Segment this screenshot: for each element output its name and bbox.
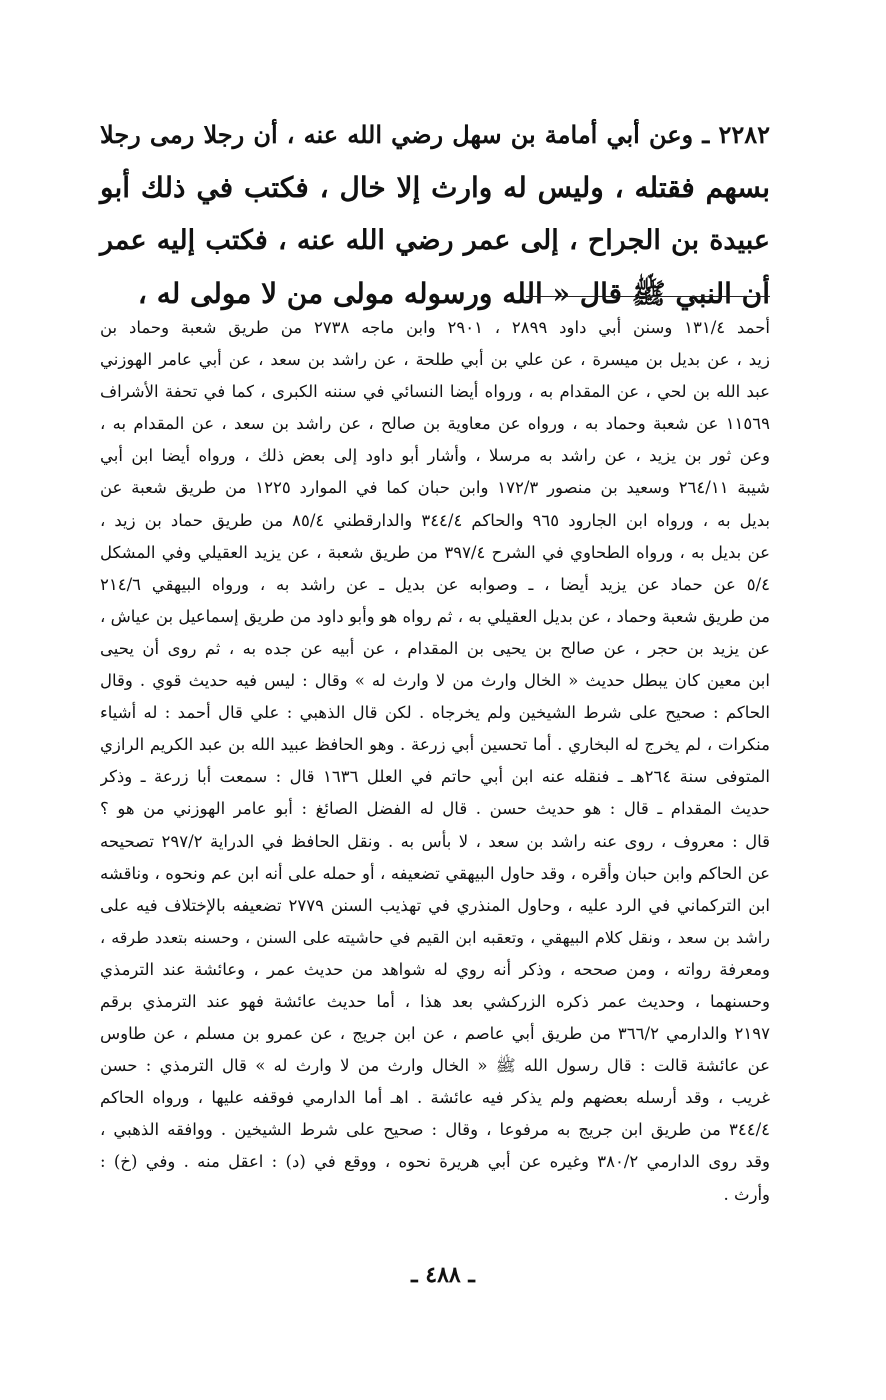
main-text-line: أن النبي ﷺ قال « الله ورسوله مولى من لا مولى له ، (137, 277, 770, 310)
footnote-line: ٢١٩٧ والدارمي ٣٦٦/٢ من طريق أبي عاصم ، عن ابن جريج ، عن عمرو بن مسلم ، عن طاوس (100, 1024, 770, 1044)
main-text-line: ٢٢٨٢ ـ وعن أبي أمامة بن سهل رضي الله عنه ، أن رجلا رمى رجلا (100, 120, 770, 149)
footnote-line: شيبة ٢٦٤/١١ وسعيد بن منصور ١٧٢/٣ وابن حبان كما في الموارد ١٢٢٥ من طريق شعبة عن (100, 478, 770, 498)
footnote-separator (526, 296, 770, 297)
footnote-line: عن يزيد بن حجر ، عن صالح بن يحيى بن المقدام ، عن أبيه عن جده به ، ثم روى أن يحيى (100, 638, 770, 658)
footnote-line: ١١٥٦٩ عن شعبة وحماد به ، ورواه عن معاوية بن صالح ، عن راشد بن سعد ، عن المقدام به ، (100, 414, 770, 434)
footnote-line: ابن التركماني في الرد عليه ، وحاول المنذري في تهذيب السنن ٢٧٧٩ تضعيفه بالإختلاف فيه على (100, 895, 770, 915)
footnote-line: منكرات ، لم يخرج له البخاري . أما تحسين أبي زرعة . وهو الحافظ عبيد الله بن عبد الكريم الرازي (100, 735, 770, 755)
main-hadith-text (100, 108, 770, 320)
footnote-line: عن بديل به ، ورواه الطحاوي في الشرح ٣٩٧/٤ من طريق شعبة ، عن يزيد العقيلي وفي المشكل (100, 542, 770, 562)
footnote-line: وأرث . (723, 1184, 770, 1204)
footnote-line: غريب ، وقد أرسله بعضهم ولم يذكر فيه عائشة . اهـ أما الدارمي فوقفه عليها ، ورواه الحاكم (100, 1088, 770, 1108)
main-text-line: بسهم فقتله ، وليس له وارث إلا خال ، فكتب في ذلك أبو (100, 171, 770, 204)
footnote-line: عن الحاكم وابن حبان وأقره ، وقد حاول البيهقي تضعيفه ، أو حمله على أنه ابن عم ونحوه ، وناقشه (100, 863, 770, 883)
footnote-line: راشد بن سعد ، ونقل كلام البيهقي ، وتعقبه ابن القيم في حاشيته على السنن ، وحسنه بتعدد طرقه ، (100, 927, 770, 947)
footnote-block (100, 312, 770, 1211)
footnote-line: ابن معين كان يبطل حديث « الخال وارث من لا وارث له » وقال : ليس فيه حديث قوي . وقال (100, 671, 770, 691)
footnote-line: ومعرفة رواته ، ومن صححه ، وذكر أنه روي له شواهد من حديث عمر ، وعائشة عند الترمذي (100, 959, 770, 979)
footnote-line: وحسنهما ، وحديث عمر ذكره الزركشي بعد هذا ، أما حديث عائشة فهو عند الترمذي برقم (100, 991, 770, 1011)
footnote-line: وقد روى الدارمي ٣٨٠/٢ وغيره عن أبي هريرة نحوه ، ووقع في (د) : اعقل منه . وفي (خ) : (100, 1152, 770, 1172)
footnote-line: زيد ، عن بديل بن ميسرة ، عن علي بن أبي طلحة ، عن راشد بن سعد ، عن أبي عامر الهوزني (100, 350, 770, 370)
footnote-line: عبد الله بن لحي ، عن المقدام به ، ورواه أيضا النسائي في سننه الكبرى ، كما في تحفة الأشراف (100, 382, 770, 402)
footnote-line: عن عائشة قالت : قال رسول الله ﷺ « الخال وارث من لا وارث له » قال الترمذي : حسن (100, 1056, 770, 1076)
footnote-line: ٥/٤ عن حماد عن يزيد أيضا ، ـ وصوابه عن بديل ـ عن راشد به ، ورواه البيهقي ٢١٤/٦ (100, 574, 770, 594)
footnote-line: المتوفى سنة ٢٦٤هـ ـ فنقله عنه ابن أبي حاتم في العلل ١٦٣٦ قال : سمعت أبا زرعة ـ وذكر (100, 767, 770, 787)
footnote-line: بديل به ، ورواه ابن الجارود ٩٦٥ والحاكم ٣٤٤/٤ والدارقطني ٨٥/٤ من طريق حماد بن زيد ، (100, 510, 770, 530)
footnote-line: ٣٤٤/٤ من طريق ابن جريج به مرفوعا ، وقال : صحيح على شرط الشيخين . ووافقه الذهبي ، (100, 1120, 770, 1140)
footnote-line: الحاكم : صحيح على شرط الشيخين ولم يخرجاه . لكن قال الذهبي : علي قال أحمد : له أشياء (100, 703, 770, 723)
footnote-line: من طريق شعبة وحماد ، عن بديل العقيلي به ، ثم رواه هو وأبو داود من طريق إسماعيل بن عياش ، (100, 606, 770, 626)
main-text-line: عبيدة بن الجراح ، إلى عمر رضي الله عنه ، فكتب إليه عمر (100, 225, 770, 256)
footnote-line: وعن ثور بن يزيد ، عن راشد به مرسلا ، وأشار أبو داود إلى بعض ذلك ، ورواه أيضا ابن أبي (100, 446, 770, 466)
page-number: ـ ٤٨٨ ـ (411, 1262, 475, 1288)
footnote-line: قال : معروف ، روى عنه راشد بن سعد ، لا بأس به . ونقل الحافظ في الدراية ٢٩٧/٢ تصحيحه (100, 831, 770, 851)
footnote-line: حديث المقدام ـ قال : هو حديث حسن . قال له الفضل الصائغ : أبو عامر الهوزني من هو ؟ (100, 799, 770, 819)
footnote-line: أحمد ١٣١/٤ وسنن أبي داود ٢٨٩٩ ، ٢٩٠١ وابن ماجه ٢٧٣٨ من طريق شعبة وحماد بن (100, 318, 770, 337)
